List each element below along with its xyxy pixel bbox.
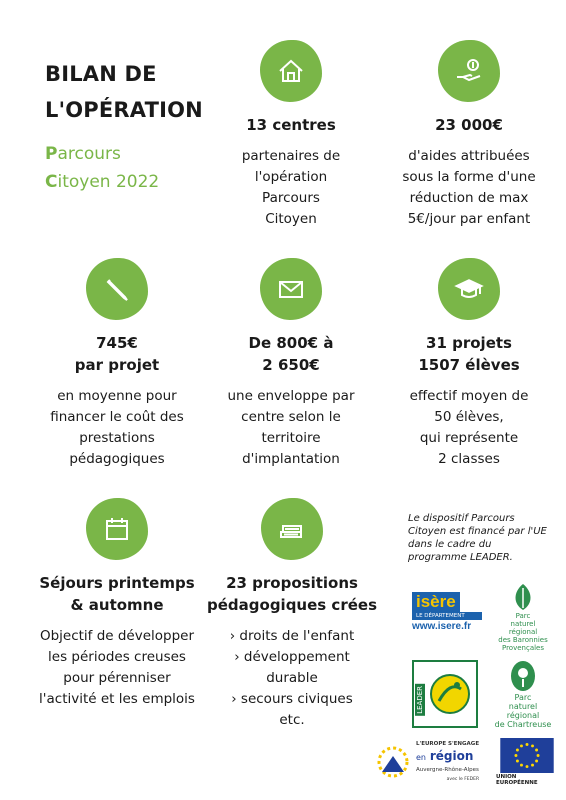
stat-description [206, 146, 376, 230]
house-icon [260, 40, 322, 102]
stat-description [200, 626, 384, 731]
heading-line: 23 000€ [435, 116, 503, 134]
leader-label: LEADER [416, 686, 424, 714]
stat-description [32, 386, 202, 470]
stat-heading [206, 332, 376, 376]
region-feder: avec le FEDER [446, 777, 480, 782]
heading-line: 31 projets [426, 334, 512, 352]
funding-line: Le dispositif Parcours [408, 513, 515, 524]
description-line: financer le coût des [50, 409, 184, 425]
stat-heading [206, 114, 376, 136]
funding-note [408, 512, 558, 564]
title-line: L'OPÉRATION [45, 98, 203, 122]
description-line: pédagogiques [69, 451, 165, 467]
park-text-line: Provençales [501, 644, 545, 652]
description-line: territoire [261, 430, 321, 446]
stat-heading [32, 332, 202, 376]
description-line: sous la forme d'une [402, 169, 536, 185]
stat-sejours [28, 498, 206, 710]
chartreuse-text [495, 693, 552, 729]
funding-line: programme LEADER. [408, 552, 513, 563]
books-icon [261, 498, 323, 560]
park-text-line: Parc [514, 693, 532, 702]
stat-description [384, 146, 554, 230]
stat-heading [28, 572, 206, 616]
park-text-line: naturel [510, 620, 536, 628]
heading-line: pédagogiques crées [207, 596, 377, 614]
eu-star [535, 749, 538, 752]
isere-url: www.isere.fr [412, 621, 472, 632]
heading-line: 745€ [96, 334, 138, 352]
park-text-line: des Baronnies [498, 636, 548, 644]
eu-logo [496, 738, 558, 786]
description-line: l'activité et les emplois [39, 691, 195, 707]
heading-line: 13 centres [246, 116, 336, 134]
eu-star [520, 764, 523, 767]
chartreuse-bird-emblem [508, 659, 538, 693]
eu-label: UNION EUROPÉENNE [496, 774, 538, 786]
park-text-line: naturel [508, 702, 538, 711]
description-line: l'opération [254, 169, 328, 185]
description-line: une enveloppe par [227, 388, 355, 404]
region-word: région [429, 749, 474, 763]
description-line: › secours civiques [231, 691, 353, 707]
region-subname: Auvergne-Rhône-Alpes [416, 767, 479, 773]
description-line: 50 élèves, [434, 409, 504, 425]
funding-line: Citoyen est financé par l'UE [408, 526, 547, 537]
region-text [416, 739, 479, 785]
heading-line: Séjours printemps [39, 574, 195, 592]
stat-centres [206, 40, 376, 230]
park-text-line: Parc [515, 612, 531, 620]
stat-heading [384, 332, 554, 376]
isere-wordmark: isère [412, 592, 460, 612]
stat-projet [32, 258, 202, 470]
title-line: BILAN DE [45, 62, 157, 86]
description-line: d'aides attribuées [408, 148, 530, 164]
description-line: Parcours [262, 190, 320, 206]
eu-star [526, 765, 529, 768]
stat-description [28, 626, 206, 710]
region-tagline: L'EUROPE S'ENGAGE [416, 741, 480, 747]
calendar-icon [86, 498, 148, 560]
funding-line: dans le cadre du [408, 539, 492, 550]
baronnies-text [498, 612, 548, 652]
stat-description [206, 386, 376, 470]
description-line: 2 classes [438, 451, 500, 467]
description-line: Citoyen [265, 211, 317, 227]
region-logo [374, 738, 486, 786]
description-line: › droits de l'enfant [229, 628, 355, 644]
heading-line: 23 propositions [226, 574, 358, 592]
stat-propositions [200, 498, 384, 731]
description-line: › développement [234, 649, 350, 665]
eu-star [526, 743, 529, 746]
description-line: pour pérenniser [63, 670, 171, 686]
stat-aides [384, 40, 554, 230]
isere-logo [412, 592, 482, 638]
eu-star [535, 760, 538, 763]
description-line: qui représente [419, 430, 519, 446]
description-line: Objectif de développer [39, 628, 195, 644]
heading-line: De 800€ à [248, 334, 334, 352]
stat-enveloppe [206, 258, 376, 470]
isere-department: LE DÉPARTEMENT [412, 612, 482, 620]
page-title [45, 56, 203, 128]
page-subtitle [45, 140, 159, 196]
description-line: 5€/jour par enfant [407, 211, 531, 227]
eu-star [537, 754, 540, 757]
eu-star [516, 760, 519, 763]
description-line: réduction de max [409, 190, 529, 206]
heading-line: 2 650€ [262, 356, 320, 374]
description-line: centre selon le [241, 409, 341, 425]
region-name-row [416, 749, 479, 765]
stat-heading [200, 572, 384, 616]
baronnies-leaf-emblem [509, 582, 537, 612]
heading-line: & automne [70, 596, 164, 614]
park-text-line: régional [506, 711, 540, 720]
eu-star [516, 749, 519, 752]
subtitle-initial: P [45, 144, 58, 164]
description-line: etc. [279, 712, 305, 728]
subtitle-text: arcours [57, 144, 121, 164]
description-line: durable [266, 670, 318, 686]
park-text-line: de Chartreuse [494, 720, 552, 729]
money-hand-icon [438, 40, 500, 102]
eu-star [514, 754, 517, 757]
description-line: prestations [79, 430, 155, 446]
leader-emblem [427, 671, 473, 717]
description-line: effectif moyen de [409, 388, 529, 404]
graduation-cap-icon [438, 258, 500, 320]
park-text-line: régional [508, 628, 538, 636]
subtitle-initial: C [45, 172, 58, 192]
description-line: les périodes creuses [48, 649, 186, 665]
heading-line: par projet [74, 356, 160, 374]
subtitle-text: itoyen 2022 [57, 172, 160, 192]
stat-heading [384, 114, 554, 136]
description-line: d'implantation [242, 451, 340, 467]
region-en: en [416, 753, 426, 762]
baronnies-park-logo [490, 580, 556, 654]
leader-logo [412, 660, 478, 728]
chartreuse-park-logo [486, 656, 560, 732]
envelope-icon [260, 258, 322, 320]
stat-description [384, 386, 554, 470]
eu-star [531, 744, 534, 747]
region-star-emblem [374, 742, 412, 782]
stat-projets [384, 258, 554, 470]
description-line: partenaires de [241, 148, 341, 164]
pencil-icon [86, 258, 148, 320]
heading-line: 1507 élèves [418, 356, 520, 374]
eu-flag-icon [498, 738, 556, 773]
eu-star [531, 764, 534, 767]
eu-star [520, 744, 523, 747]
description-line: en moyenne pour [57, 388, 177, 404]
